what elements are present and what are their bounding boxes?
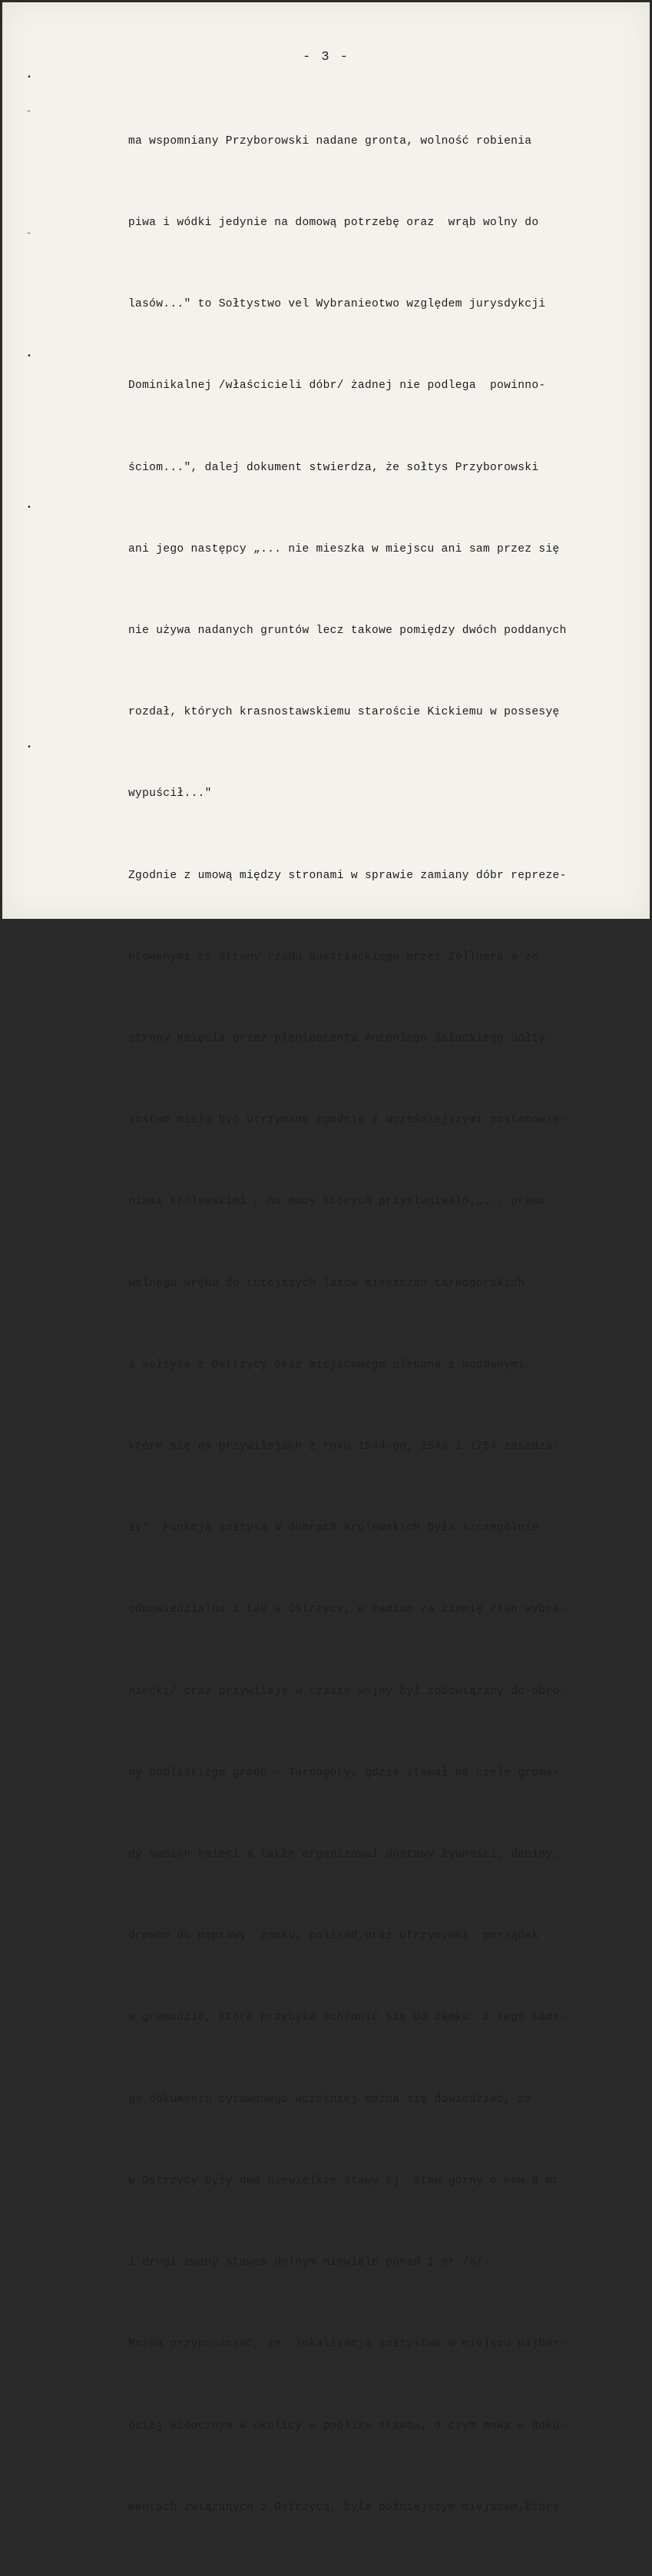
body-text bbox=[128, 74, 647, 2576]
text-line: rozdał, których krasnostawskiemu staroście Kickiemu w possesyę bbox=[128, 706, 560, 719]
text-line: ani jego następcy „... nie mieszka w miejscu ani sam przez się bbox=[128, 542, 560, 555]
text-line: niecki/ oraz przywileje w czasie wojny był zobowiązany do obro- bbox=[128, 1685, 567, 1698]
text-line: strony Księcia przez plenipotenta Antoniego Sałackiego Sołty- bbox=[128, 1033, 553, 1046]
margin-mark: – bbox=[27, 107, 31, 115]
page-number: - 3 - bbox=[302, 50, 349, 65]
text-line: w Ostrzycy były dwa niewielkie stawy tj. Staw górny o pow.8 mr bbox=[128, 2174, 560, 2187]
text-line: w gromadzie, która przybyła schronić się do zamku. Z tego same- bbox=[128, 2011, 567, 2024]
text-line: drewno do naprawy zamku, polisad,oraz utrzymywał porządek bbox=[128, 1930, 539, 1943]
text-line: które się na przywilejach z roku 1544-go, 1548 i 1754 zasadza- bbox=[128, 1441, 560, 1454]
text-line: wypuścił..." bbox=[128, 787, 212, 801]
text-line: Zgodnie z umową między stronami w sprawie zamiany dóbr repreze- bbox=[128, 869, 567, 882]
text-line: ny pobliskiego grodu - Tarnogóry, gdzie stawał na czele groma- bbox=[128, 1766, 560, 1779]
text-line: ntowanymi ze strony rządu austriackiego przez Zollnera a ze bbox=[128, 950, 539, 963]
text-line: mentach związanych z Ostrzycą, była późniejszym miejscem,które bbox=[128, 2501, 560, 2514]
text-line: i sołtysa z Ostrzycy oraz miejscowego plebana z poddanymi, bbox=[128, 1358, 532, 1371]
text-line: go dokumentu cytowanego wcześniej można się dowiedzieć, że bbox=[128, 2093, 532, 2106]
margin-mark: • bbox=[27, 352, 31, 360]
text-line: dziej widocznym w okolicy w pobliżu stawów, o czym mowa w doku- bbox=[128, 2419, 567, 2432]
text-line: piwa i wódki jedynie na domową potrzebę oraz wrąb wolny do bbox=[128, 217, 539, 230]
text-line: dy swoich kmieci a także organizował dostawy żywności, daniny, bbox=[128, 1848, 560, 1862]
text-line: Można przypuszczać, że lokalizacja sołtystwa w miejscu najbar- bbox=[128, 2338, 567, 2351]
text-line: nie używa nadanych gruntów lecz takowe pomiędzy dwóch poddanych bbox=[128, 625, 567, 638]
text-line: i drugi zwany stawem dolnym niewiele ponad 1 mr /5/. bbox=[128, 2256, 490, 2269]
text-line: Dominikalnej /właścicieli dóbr/ żadnej nie podlega powinno- bbox=[128, 380, 546, 393]
margin-mark: • bbox=[27, 743, 31, 751]
document-page bbox=[2, 2, 650, 2514]
text-line: ściom...", dalej dokument stwierdza, że sołtys Przyborowski bbox=[128, 461, 539, 474]
text-line: lasów..." to Sołtystwo vel Wybranieotwo względem jurysdykcji bbox=[128, 298, 546, 311]
text-line: sostwo miało być utrzymane zgodnie z wcześniejszymi postanowie- bbox=[128, 1114, 567, 1127]
text-line: wolnego wrębu do tutejszych lasów mieszczan tarnogórskich bbox=[128, 1277, 525, 1290]
text-line: ma wspomniany Przyborowski nadane gronta, wolność robienia bbox=[128, 134, 532, 148]
text-line: niami królewskimi , na mocy których przysługiwało;„... prawo bbox=[128, 1195, 546, 1208]
margin-mark: • bbox=[27, 73, 31, 81]
margin-mark: • bbox=[27, 503, 31, 512]
margin-mark: – bbox=[27, 229, 31, 237]
text-line: odpowiedzialna i tak w Ostrzycy, w zamian za ziemię /łan wybra- bbox=[128, 1603, 567, 1616]
text-line: ły". Funkcja sołtysa w dobrach królewskich była szczególnie bbox=[128, 1522, 539, 1535]
